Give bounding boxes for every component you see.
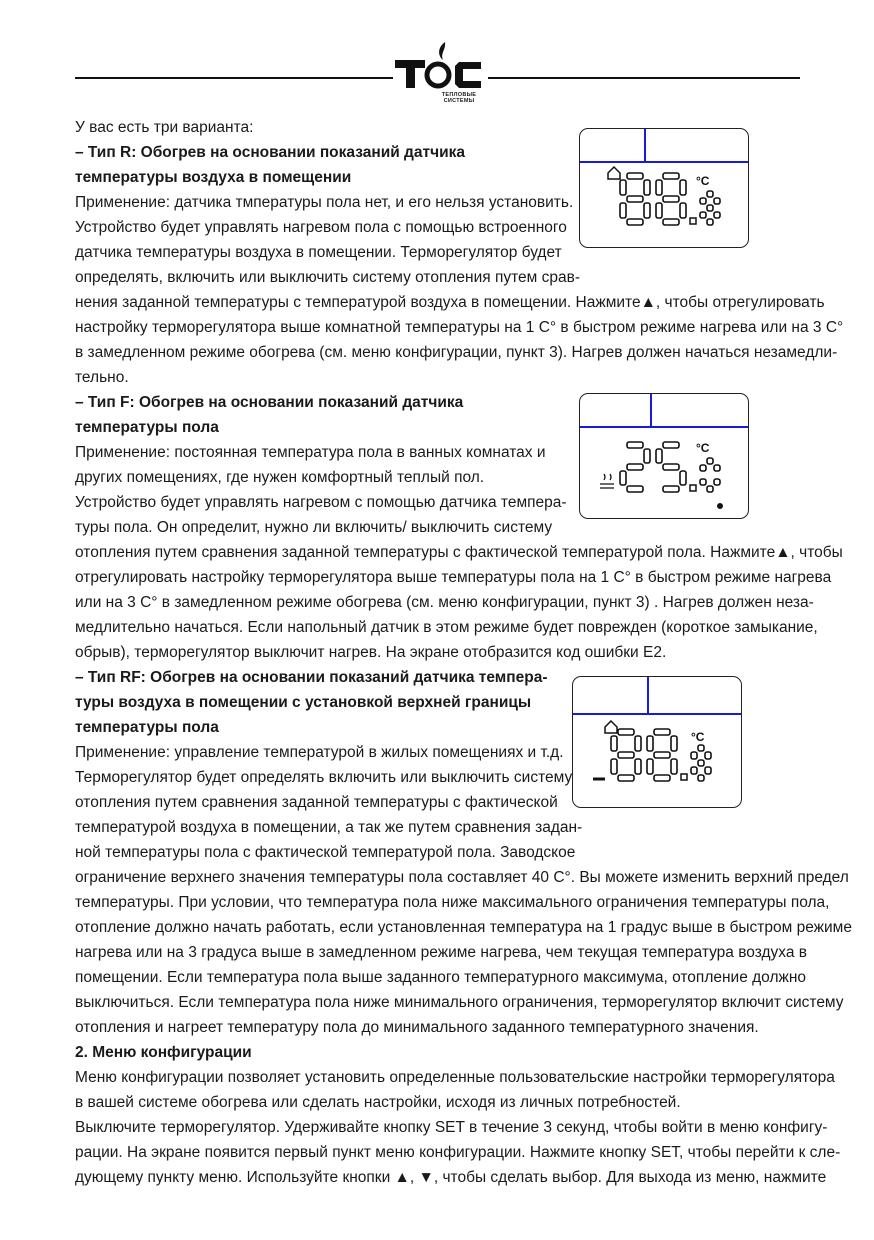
paragraph-line: тельно. (75, 369, 129, 386)
section-heading-line: температуры воздуха в помещении (75, 169, 352, 186)
brand-logo (393, 38, 487, 108)
lcd-display-type-rf (572, 676, 742, 808)
lcd-digit (620, 173, 650, 225)
paragraph-line: в вашей системе обогрева или сделать настройки, исходя из личных потребностей. (75, 1094, 681, 1111)
document-body (75, 115, 852, 1190)
paragraph-line: Терморегулятор будет определять включить или выключить систему (75, 769, 573, 786)
paragraph-line: настройку терморегулятора выше комнатной температуры на 1 С° в быстром режиме нагрева или на 3 С° (75, 319, 844, 336)
paragraph-line: определять, включить или выключить систему отопления путем срав- (75, 269, 580, 286)
lcd-display-type-r (579, 128, 749, 248)
paragraph-line: Применение: управление температурой в жилых помещениях и т.д. (75, 744, 564, 761)
celsius-unit-1: °C (696, 174, 710, 188)
paragraph-line: нения заданной температуры с температурой воздуха в помещении. Нажмите▲, чтобы отрегулировать (75, 294, 825, 311)
paragraph-line: ной температуры пола с фактической температурой пола. Заводское (75, 844, 576, 861)
paragraph-line: отрегулировать настройку терморегулятора выше температуры пола на 1 С° в быстром режиме нагрева (75, 569, 832, 586)
paragraph-line: Применение: датчика тмпературы пола нет, и его нельзя установить. (75, 194, 574, 211)
paragraph-line: рации. На экране появится первый пункт меню конфигурации. Нажмите кнопку SET, чтобы перейти к сле- (75, 1144, 841, 1161)
lcd-digit (620, 442, 650, 492)
decimal-point (681, 774, 687, 780)
section-heading-line: 2. Меню конфигурации (75, 1044, 252, 1061)
section-heading-line: температуры пола (75, 719, 219, 736)
house-icon (608, 167, 620, 179)
paragraph-line: медлительно начаться. Если напольный датчик в этом режиме будет поврежден (короткое замыкание, (75, 619, 818, 636)
section-heading-line: – Тип F: Обогрев на основании показаний датчика (75, 394, 464, 411)
section-heading-line: – Тип RF: Обогрев на основании показаний датчика темпера- (75, 669, 548, 686)
lcd-digit (700, 458, 720, 492)
paragraph-line: туры пола. Он определит, нужно ли включить/ выключить систему (75, 519, 553, 536)
paragraph-line: Устройство будет управлять нагревом пола с помощью встроенного (75, 219, 567, 236)
logo-subtitle-2: СИСТЕМЫ (443, 98, 475, 104)
paragraph-line: или на 3 С° в замедленном режиме обогрева (см. меню конфигурации, пункт 3) . Нагрев должен неза- (75, 594, 814, 611)
decimal-point (690, 218, 696, 224)
header-rule-right (488, 77, 800, 79)
section-heading-line: туры воздуха в помещении с установкой верхней границы (75, 694, 532, 711)
paragraph-line: других помещениях, где нужен комфортный теплый пол. (75, 469, 485, 486)
paragraph-line: ограничение верхнего значения температуры пола составляет 40 С°. Вы можете изменить верхний предел (75, 869, 849, 886)
house-icon (605, 721, 617, 733)
paragraph-line: У вас есть три варианта: (75, 119, 254, 136)
paragraph-line: отопления путем сравнения заданной температуры с фактической температурой пола. Нажмите▲, чтобы (75, 544, 843, 561)
section-heading-line: – Тип R: Обогрев на основании показаний датчика (75, 144, 466, 161)
paragraph-line: отопления путем сравнения заданной температуры с фактической (75, 794, 558, 811)
paragraph-line: отопления и нагреет температуру пола до минимального заданного температурного значения. (75, 1019, 759, 1036)
paragraph-line: обрыв), терморегулятор выключит нагрев. На экране отобразится код ошибки Е2. (75, 644, 667, 661)
paragraph-line: нагрева или на 3 градуса выше в замедленном режиме нагрева, чем текущая температура воздуха в (75, 944, 808, 961)
celsius-unit-2: °C (696, 441, 710, 455)
paragraph-line: выключиться. Если температура пола ниже минимального ограничения, терморегулятор включит систему (75, 994, 844, 1011)
paragraph-line: Устройство будет управлять нагревом с помощью датчика темпера- (75, 494, 567, 511)
section-heading-line: температуры пола (75, 419, 219, 436)
paragraph-line: температурой воздуха в помещении, а так же путем сравнения задан- (75, 819, 583, 836)
paragraph-line: отопление должно начать работать, если установленная температура на 1 градус выше в быстром режиме (75, 919, 852, 936)
decimal-point (690, 485, 696, 491)
lcd-digit (700, 191, 720, 225)
floor-heat-icon (600, 474, 614, 488)
fan-icon (717, 503, 723, 509)
header-rule-left (75, 77, 393, 79)
paragraph-line: дующему пункту меню. Используйте кнопки ▲, ▼, чтобы сделать выбор. Для выхода из меню, нажмите (75, 1169, 827, 1186)
lcd-digit (656, 173, 686, 225)
logo-subtitle-1: ТЕПЛОВЫЕ (441, 92, 477, 98)
paragraph-line: Меню конфигурации позволяет установить определенные пользовательские настройки терморегулятора (75, 1069, 835, 1086)
paragraph-line: Применение: постоянная температура пола в ванных комнатах и (75, 444, 546, 461)
paragraph-line: датчика температуры воздуха в помещении. Терморегулятор будет (75, 244, 562, 261)
lcd-digit (647, 729, 677, 781)
celsius-unit-3: °C (691, 730, 705, 744)
paragraph-line: температуры. При условии, что температура пола ниже максимального ограничения температуры пола, (75, 894, 830, 911)
paragraph-line: помещении. Если температура пола выше заданного температурного максимума, отопление должно (75, 969, 807, 986)
lcd-display-type-f (579, 393, 749, 519)
lcd-digit (691, 745, 711, 781)
paragraph-line: Выключите терморегулятор. Удерживайте кнопку SET в течение 3 секунд, чтобы войти в меню конфигу- (75, 1119, 828, 1136)
lcd-digit (656, 442, 686, 492)
paragraph-line: в замедленном режиме обогрева (см. меню конфигурации, пункт 3). Нагрев должен начаться незамедли- (75, 344, 838, 361)
lcd-digit (611, 729, 641, 781)
